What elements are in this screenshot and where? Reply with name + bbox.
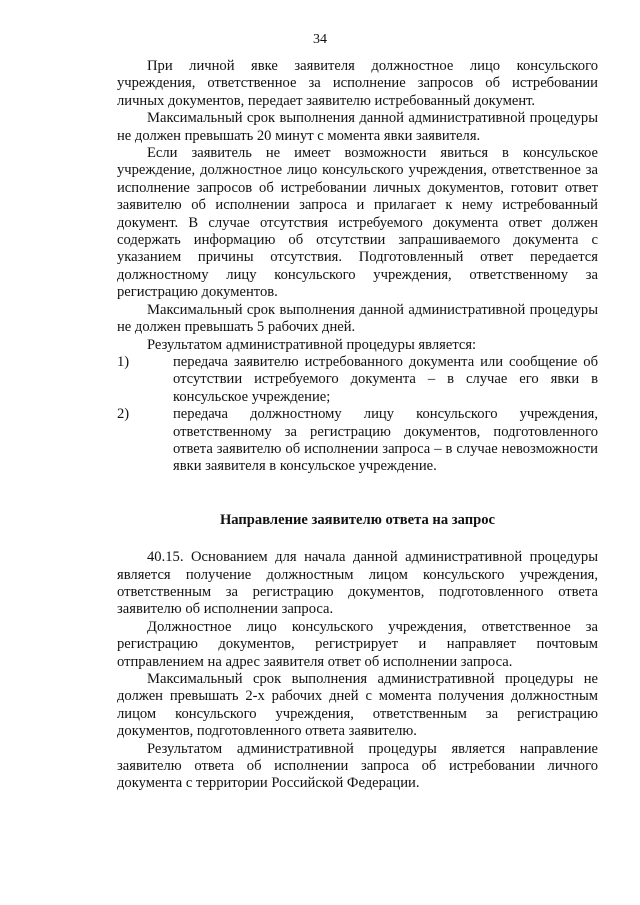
paragraph: Результатом административной процедуры является направление заявителю ответа об исполнении запроса об истребовании личного документа с территории Российской Федерации. [117,740,598,792]
list-item-text: передача заявителю истребованного документа или сообщение об отсутствии истребуемого документа – в случае его явки в консульское учреждение; [173,353,598,405]
list-item-number: 1) [117,353,130,370]
paragraph: 40.15. Основанием для начала данной административной процедуры является получение должностным лицом консульского учреждения, ответственным за регистрацию документов, подготовленного ответа заявителю об исполнении запроса. [117,549,598,618]
list-item [117,354,598,406]
paragraph: Максимальный срок выполнения данной административной процедуры не должен превышать 5 рабочих дней. [117,301,598,336]
list-item-text: передача должностному лицу консульского учреждения, ответственному за регистрацию документов, подготовленного ответа заявителю об исполнении запроса – в случае невозможности явки заявителя в консульское учреждение. [173,406,598,475]
document-body [117,58,598,793]
paragraph: Результатом административной процедуры является: [147,336,477,353]
paragraph: Максимальный срок выполнения административной процедуры не должен превышать 2-х рабочих дней с момента получения должностным лицом консульского учреждения, ответственным за регистрацию документов, подготовленного ответа заявителю. [117,671,598,740]
paragraph: Если заявитель не имеет возможности явиться в консульское учреждение, должностное лицо консульского учреждения, ответственное за исполнение запросов об истребовании личных документов, готовит ответ заявителю об исполнении запроса и прилагает к нему истребованный документ. В случае отсутствия истребуемого документа ответ должен содержать информацию об отсутствии запрашиваемого документа с указанием причины отсутствия. Подготовленный ответ передается должностному лицу консульского учреждения, ответственному за регистрацию документов. [117,145,598,301]
paragraph: Максимальный срок выполнения данной административной процедуры не должен превышать 20 минут с момента явки заявителя. [117,110,598,144]
list-item [117,406,598,476]
paragraph: При личной явке заявителя должностное лицо консульского учреждения, ответственное за исполнение запросов об истребовании личных документов, передает заявителю истребованный документ. [117,58,598,109]
paragraph: Должностное лицо консульского учреждения, ответственное за регистрацию документов, регистрирует и направляет почтовым отправлением на адрес заявителя ответ об исполнении запроса. [117,618,598,670]
list-item-number: 2) [117,406,130,423]
page-number: 34 [313,32,327,47]
section-heading: Направление заявителю ответа на запрос [219,511,496,528]
